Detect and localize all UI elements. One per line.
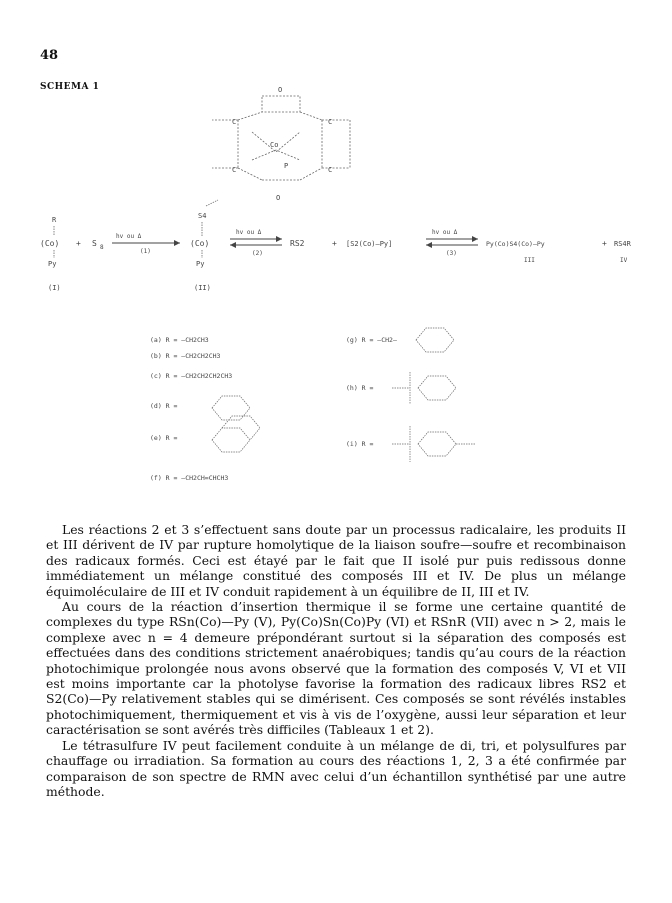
r-item-d: (d) R =	[150, 402, 178, 410]
reactant-py: Py	[48, 260, 57, 268]
sulfur: S	[92, 239, 97, 248]
paragraph-2: Au cours de la réaction d’insertion thermique il se forme une certaine quantité de complexes du type RSn(Co)—Py (V), Py(Co)Sn(Co)Py (VI) et RSnR (VII) avec n > 2, mais le complexe avec n = 4 demeure prépondérant surtout si la séparation des composés est effectuées dans des conditions strictement anaérobiques; tandis qu’au cours de la réaction photochimique prolongée nous avons observé que la formation des composés V, VI et VII est moins importante car la photolyse favorise la formation des radicaux libres RS2 et S2(Co)—Py relativement stables qui se dimérisent. Ces composés se sont révélés instables photochimiquement, thermiquement et vis à vis de l’oxygène, aussi leur séparation et leur caractérisation se sont avérés très difficiles (Tableaux 1 et 2).	[46, 599, 626, 738]
product4-label: IV	[620, 257, 628, 264]
arrow1-label: hv ou Δ	[116, 233, 142, 240]
r-item-g: (g) R = —CH2—	[346, 336, 397, 344]
scheme-label: SCHEMA 1	[40, 82, 100, 92]
phenyl-ring-d	[212, 396, 250, 420]
r-item-h: (h) R =	[346, 384, 374, 392]
ring-o-top: O	[278, 86, 283, 94]
substituted-ring-h	[392, 372, 456, 404]
page-number: 48	[40, 48, 59, 63]
paragraph-3: Le tétrasulfure IV peut facilement conduite à un mélange de di, tri, et polysulfures par chauffage ou irradiation. Sa formation au cours des réactions 1, 2, 3 a été confirmée par comparaison de son spectre de RMN avec celui d’un échantillon synthétisé par une autre méthode.	[46, 737, 626, 799]
product2-py: Py	[196, 260, 205, 268]
plus-1: +	[76, 239, 81, 248]
naphthyl-ring-e	[212, 416, 260, 452]
product3-label: III	[524, 257, 535, 264]
r-item-e: (e) R =	[150, 434, 178, 442]
ring-py: P	[284, 162, 289, 170]
ring-c-2: C	[328, 118, 333, 126]
radical: RS2	[290, 239, 305, 248]
ring-c-4: C	[328, 166, 333, 174]
arrow3-num: (3)	[446, 250, 457, 257]
reactant-label: (I)	[48, 284, 61, 292]
arrow3-label: hv ou Δ	[432, 229, 458, 236]
r-item-i: (i) R =	[346, 440, 374, 448]
reactant-r: R	[52, 216, 57, 224]
arrow2-num: (2)	[252, 250, 263, 257]
ring-o-bottom: O	[276, 194, 281, 202]
product2-label: (II)	[194, 284, 211, 292]
bracket-radical: [S2(Co)—Py]	[346, 240, 393, 248]
sulfur-sub: 8	[100, 244, 104, 251]
ring-c-3: C	[232, 166, 237, 174]
r-item-c: (c) R = —CH2CH2CH2CH3	[150, 372, 233, 380]
ring-co: Co	[270, 141, 279, 149]
r-item-b: (b) R = —CH2CH2CH3	[150, 352, 221, 360]
r-item-f: (f) R = —CH2CH=CHCH3	[150, 474, 229, 482]
body-text	[46, 522, 626, 799]
plus-2: +	[332, 239, 337, 248]
product3: Py(Co)S4(Co)—Py	[486, 240, 545, 248]
plus-3: +	[602, 239, 607, 248]
r-item-a: (a) R = —CH2CH3	[150, 336, 209, 344]
substituted-ring-i	[392, 426, 476, 462]
ring-c-1: C	[232, 118, 237, 126]
paragraph-1: Les réactions 2 et 3 s’effectuent sans doute par un processus radicalaire, les produits II et III dérivent de IV par rupture homolytique de la liaison soufre—soufre et recombinaison des radicaux formés. Ceci est étayé par le fait que II isolé pur puis redissous donne immédiatement un mélange constitué des composés III et IV. De plus un mélange équimoléculaire de III et IV conduit rapidement à un équilibre de II, III et IV.	[46, 522, 626, 599]
product4: RS4R	[614, 240, 631, 248]
benzyl-ring-g	[416, 328, 454, 352]
product2-co: (Co)	[190, 239, 210, 248]
product2-top: S4	[198, 212, 207, 220]
arrow1-num: (1)	[140, 248, 151, 255]
reactant-co: (Co)	[40, 239, 60, 248]
arrow2-label: hv ou Δ	[236, 229, 262, 236]
